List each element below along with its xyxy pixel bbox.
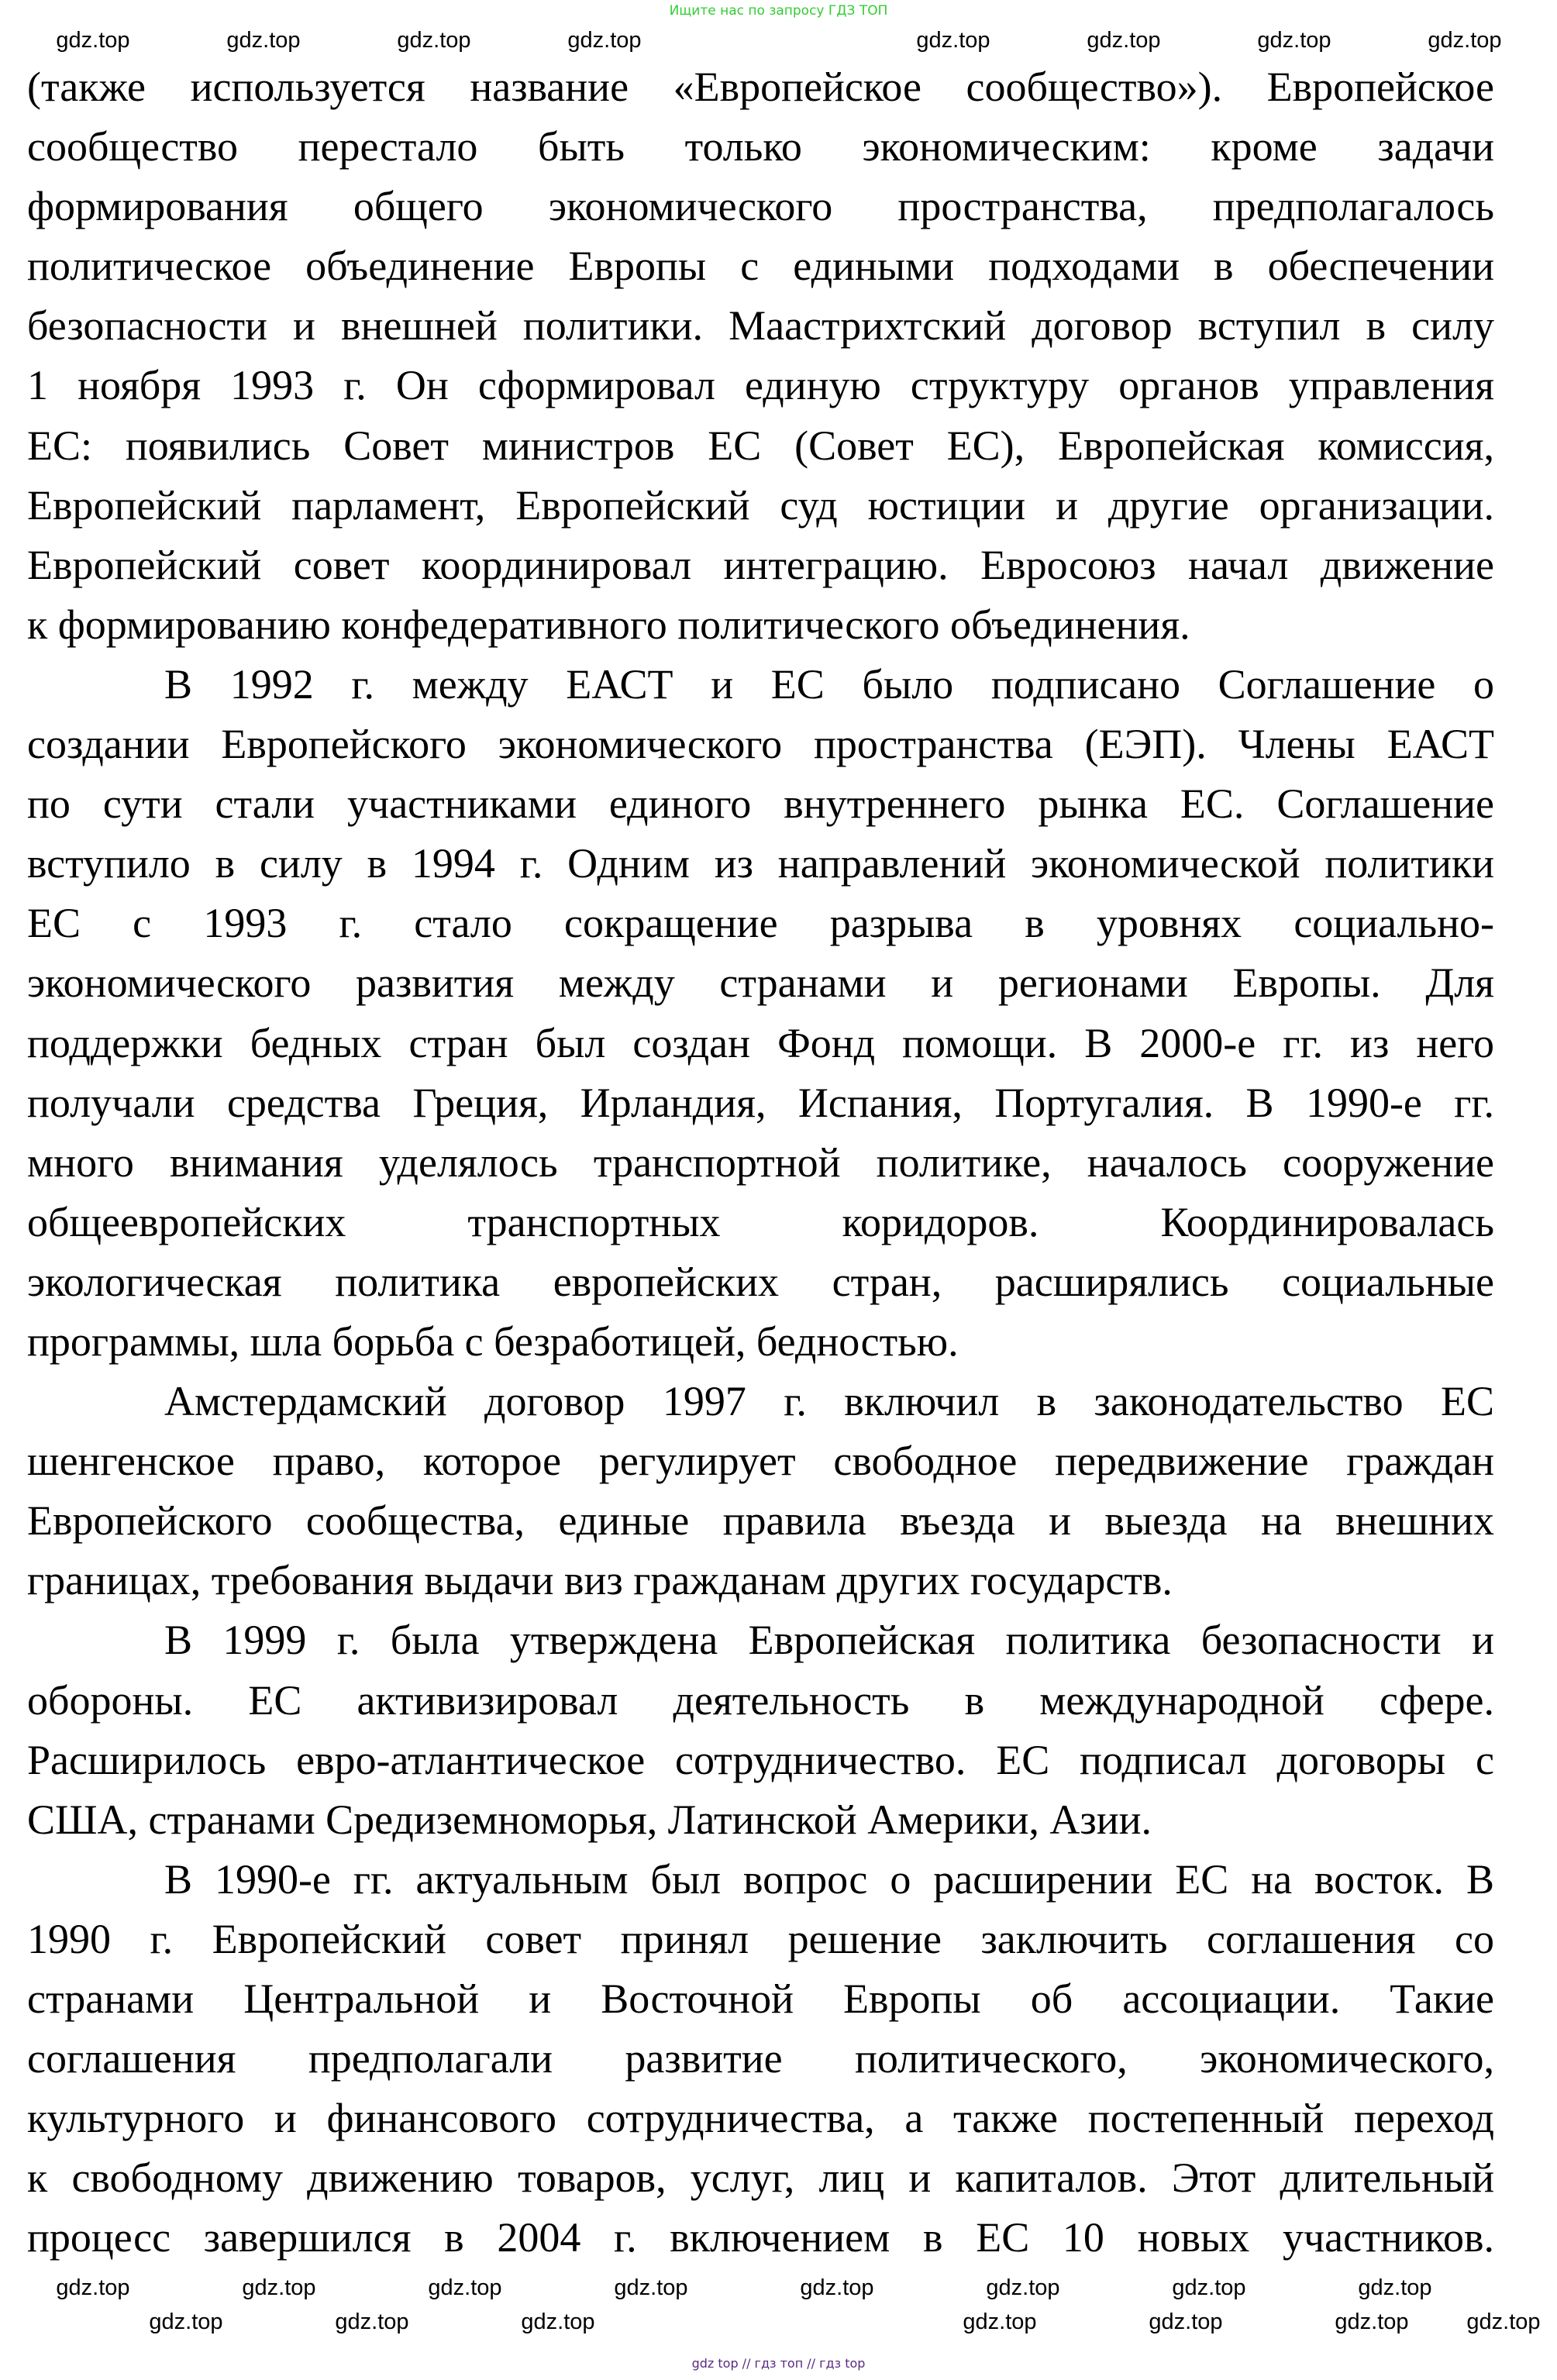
- text-line: Европейский совет координировал интеграцию. Евросоюз начал движение: [27, 541, 1494, 588]
- text-line: США, странами Средиземноморья, Латинской Америки, Азии.: [27, 1796, 1152, 1843]
- text-line: программы, шла борьба с безработицей, бедностью.: [27, 1317, 959, 1365]
- search-banner: Ищите нас по запросу ГДЗ ТОП: [669, 3, 888, 19]
- text-line: сообщество перестало быть только экономическим: кроме задачи: [27, 123, 1494, 170]
- text-line: В 1999 г. была утверждена Европейская политика безопасности и: [164, 1617, 1494, 1664]
- text-line: политическое объединение Европы с едиными подходами в обеспечении: [27, 243, 1494, 290]
- watermark-text: gdz.top: [614, 2275, 688, 2300]
- watermark-text: gdz.top: [1358, 2275, 1432, 2300]
- text-line: В 1990-е гг. актуальным был вопрос о расширении ЕС на восток. В: [164, 1855, 1494, 1903]
- watermark-text: gdz.top: [1466, 2309, 1541, 2334]
- watermark-text: gdz.top: [916, 28, 990, 53]
- watermark-text: gdz.top: [335, 2309, 409, 2334]
- watermark-text: gdz.top: [428, 2275, 502, 2300]
- watermark-text: gdz.top: [56, 28, 130, 53]
- paragraph: [27, 1850, 1494, 2268]
- text-line: ЕС: появились Совет министров ЕС (Совет ЕС), Европейская комиссия,: [27, 422, 1494, 469]
- text-line: ЕС с 1993 г. стало сокращение разрыва в уровнях социально-: [27, 900, 1494, 947]
- text-line: Европейского сообщества, единые правила въезда и выезда на внешних: [27, 1497, 1494, 1545]
- text-line: общеевропейских транспортных коридоров. Координировалась: [27, 1198, 1494, 1245]
- text-line: много внимания уделялось транспортной политике, началось сооружение: [27, 1138, 1494, 1186]
- text-line: 1990 г. Европейский совет принял решение заключить соглашения со: [27, 1915, 1494, 1962]
- text-line: Расширилось евро-атлантическое сотрудничество. ЕС подписал договоры с: [27, 1736, 1494, 1783]
- text-line: процесс завершился в 2004 г. включением в ЕС 10 новых участников.: [27, 2214, 1494, 2261]
- document-body: [27, 57, 1494, 2268]
- text-line: экологическая политика европейских стран, расширялись социальные: [27, 1258, 1494, 1305]
- text-line: Амстердамский договор 1997 г. включил в законодательство ЕС: [164, 1378, 1494, 1425]
- text-line: экономического развития между странами и регионами Европы. Для: [27, 959, 1494, 1007]
- watermark-text: gdz.top: [1335, 2309, 1409, 2334]
- watermark-text: gdz.top: [567, 28, 642, 53]
- watermark-text: gdz.top: [521, 2309, 595, 2334]
- text-line: получали средства Греция, Ирландия, Испания, Португалия. В 1990-е гг.: [27, 1079, 1494, 1126]
- watermark-text: gdz.top: [963, 2309, 1037, 2334]
- watermark-text: gdz.top: [986, 2275, 1060, 2300]
- text-line: создании Европейского экономического пространства (ЕЭП). Члены ЕАСТ: [27, 721, 1494, 768]
- paragraph: [27, 57, 1494, 655]
- watermark-text: gdz.top: [242, 2275, 316, 2300]
- text-line: (также используется название «Европейское сообщество»). Европейское: [27, 64, 1494, 110]
- text-line: обороны. ЕС активизировал деятельность в международной сфере.: [27, 1676, 1494, 1724]
- watermark-text: gdz.top: [149, 2309, 223, 2334]
- text-line: по сути стали участниками единого внутреннего рынка ЕС. Соглашение: [27, 780, 1494, 828]
- watermark-text: gdz.top: [226, 28, 301, 53]
- watermark-text: gdz.top: [1149, 2309, 1223, 2334]
- paragraph: [27, 655, 1494, 1372]
- text-line: Европейский парламент, Европейский суд юстиции и другие организации.: [27, 481, 1494, 529]
- text-line: формирования общего экономического пространства, предполагалось: [27, 183, 1494, 230]
- watermark-text: gdz.top: [1087, 28, 1161, 53]
- text-line: В 1992 г. между ЕАСТ и ЕС было подписано Соглашение о: [164, 660, 1494, 708]
- text-line: странами Центральной и Восточной Европы об ассоциации. Такие: [27, 1975, 1494, 2022]
- text-line: культурного и финансового сотрудничества, а также постепенный переход: [27, 2095, 1494, 2142]
- text-line: вступило в силу в 1994 г. Одним из направлений экономической политики: [27, 840, 1494, 887]
- watermark-text: gdz.top: [56, 2275, 130, 2300]
- text-line: поддержки бедных стран был создан Фонд помощи. В 2000-е гг. из него: [27, 1019, 1494, 1066]
- text-line: шенгенское право, которое регулирует свободное передвижение граждан: [27, 1438, 1494, 1485]
- paragraph: [27, 1372, 1494, 1610]
- text-line: к свободному движению товаров, услуг, лиц и капиталов. Этот длительный: [27, 2154, 1494, 2202]
- text-line: соглашения предполагали развитие политического, экономического,: [27, 2035, 1494, 2082]
- text-line: 1 ноября 1993 г. Он сформировал единую структуру органов управления: [27, 362, 1494, 409]
- paragraph: [27, 1610, 1494, 1849]
- text-line: к формированию конфедеративного политического объединения.: [27, 601, 1190, 648]
- watermark-text: gdz.top: [1172, 2275, 1246, 2300]
- text-line: безопасности и внешней политики. Маастрихтский договор вступил в силу: [27, 302, 1494, 350]
- watermark-text: gdz.top: [1257, 28, 1331, 53]
- footer-watermark: gdz top // гдз топ // гдз top: [691, 2356, 866, 2371]
- watermark-text: gdz.top: [800, 2275, 874, 2300]
- watermark-text: gdz.top: [397, 28, 471, 53]
- text-line: границах, требования выдачи виз гражданам других государств.: [27, 1557, 1173, 1604]
- watermark-text: gdz.top: [1428, 28, 1502, 53]
